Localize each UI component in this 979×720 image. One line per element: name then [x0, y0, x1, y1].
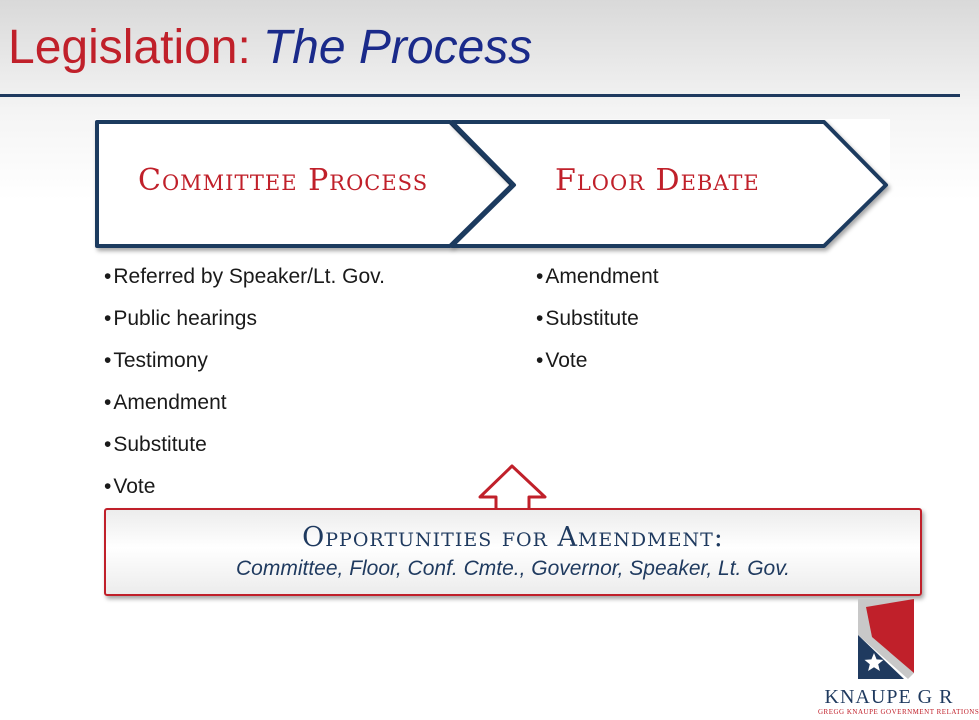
list-item: • Public hearings	[104, 304, 385, 346]
list-item: • Substitute	[536, 304, 659, 346]
logo-name: KNAUPE G R	[824, 686, 954, 708]
opportunities-detail: Committee, Floor, Conf. Cmte., Governor, Speaker, Lt. Gov.	[236, 557, 790, 580]
committee-steps-list	[104, 262, 385, 514]
title-part-1: Legislation:	[8, 21, 251, 74]
process-chevrons	[0, 0, 960, 260]
list-item: • Substitute	[104, 430, 385, 472]
opportunities-heading: Opportunities for Amendment:	[302, 522, 724, 553]
amendment-arrow-up	[480, 466, 545, 512]
list-item: • Amendment	[536, 262, 659, 304]
list-item: • Referred by Speaker/Lt. Gov.	[104, 262, 385, 304]
list-item: • Vote	[536, 346, 659, 388]
floor-debate-label: Floor Debate	[555, 163, 760, 198]
committee-process-label: Committee Process	[138, 163, 429, 198]
floor-steps-list	[536, 262, 659, 388]
logo-tagline: GREGG KNAUPE GOVERNMENT RELATIONS	[818, 708, 979, 716]
list-item: • Vote	[104, 472, 385, 514]
amendment-opportunities-box	[104, 508, 922, 596]
title-part-2: The Process	[262, 21, 533, 74]
list-item: • Amendment	[104, 388, 385, 430]
list-item: • Testimony	[104, 346, 385, 388]
knaupe-logo-mark	[820, 597, 920, 685]
